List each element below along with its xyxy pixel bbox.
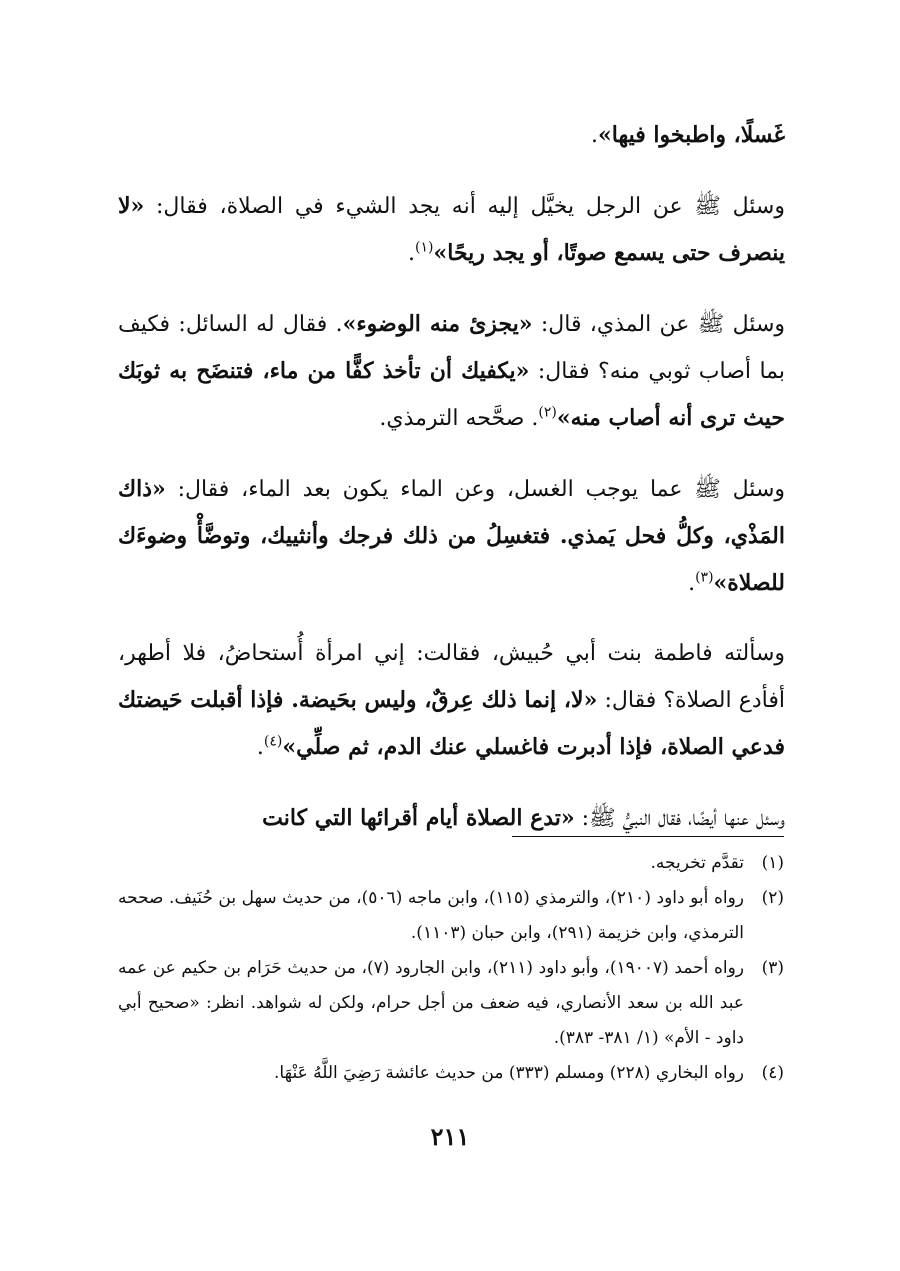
footnotes <box>118 846 784 1091</box>
text-run: وسألته فاطمة بنت أبي حُبيش، فقالت: إني امرأة أُستحاضُ، فلا أطهر، أفأدع الصلاة؟ فقال: <box>118 641 785 713</box>
footnote-ref[interactable]: (٤) <box>263 733 283 750</box>
footnote-text: رواه أبو داود (٢١٠)، والترمذي (١١٥)، وابن ماجه (٥٠٦)، من حديث سهل بن حُنَيف. صححه الترمذي، وابن خزيمة (٢٩١)، وابن حبان (١١٠٣). <box>118 888 744 943</box>
hadith-quote: «لا، إنما ذلك عِرقٌ، وليس بحَيضة. فإذا أقبلت حَيضتك فدعي الصلاة، فإذا أدبرت فاغسلي عنك الدم، ثم صلِّي» <box>118 687 785 760</box>
paragraph <box>118 112 785 159</box>
hadith-quote: «يكفيك أن تأخذ كفًّا من ماء، فتنضَح به ثوبَك حيث ترى أنه أصاب منه» <box>118 358 785 431</box>
text-run: وسئل ﷺ عن المذي، قال: <box>532 312 785 337</box>
footnote-text: رواه البخاري (٢٢٨) ومسلم (٣٣٣) من حديث عائشة رَضِيَ اللَّهُ عَنْهَا. <box>274 1063 744 1083</box>
footnote-text: رواه أحمد (١٩٠٠٧)، وأبو داود (٢١١)، وابن الجارود (٧)، من حديث حَرَام بن حكيم عن عمه عبد الله بن سعد الأنصاري، فيه ضعف من أجل حرام، ولكن له شواهد. انظر: «صحيح أبي داود - الأم» (١/ ٣٨١- ٣٨٣). <box>118 958 745 1048</box>
hadith-quote: «يجزئ منه الوضوء» <box>342 311 533 337</box>
text-run: . <box>256 735 264 760</box>
hadith-quote: غَسلًا، واطبخوا فيها» <box>598 122 785 148</box>
main-text <box>118 112 785 842</box>
text-run: . <box>408 241 416 266</box>
footnote <box>118 881 784 951</box>
hadith-quote: «ذاك المَذْي، وكلُّ فحل يَمذي. فتغسِلُ من ذلك فرجك وأنثييك، وتوضَّأْ وضوءَك للصلاة» <box>118 476 785 596</box>
footnote <box>118 1056 784 1091</box>
footnote-ref[interactable]: (٢) <box>538 404 557 421</box>
paragraph <box>118 183 785 277</box>
footnote-number: (٣) <box>761 958 784 978</box>
text-run: وسئل عنها أيضًا، فقال النبيُّ ﷺ: <box>574 806 785 831</box>
paragraph <box>118 466 785 607</box>
footnote-ref[interactable]: (١) <box>415 239 434 256</box>
paragraph <box>118 631 785 771</box>
page-number: ٢١١ <box>430 1122 470 1151</box>
footnote-ref[interactable]: (٣) <box>695 569 714 586</box>
footnote <box>118 951 784 1056</box>
paragraph <box>118 301 785 442</box>
footnote-separator <box>512 836 784 837</box>
text-run: وسئل ﷺ عما يوجب الغسل، وعن الماء يكون بعد الماء، فقال: <box>165 477 786 502</box>
footnote-text: تقدَّم تخريجه. <box>650 853 744 873</box>
footnote-number: (٤) <box>761 1063 784 1083</box>
text-run: . صحَّحه الترمذي. <box>379 406 539 431</box>
text-run: . <box>688 571 696 596</box>
hadith-quote: «تدع الصلاة أيام أقرائها التي كانت <box>262 805 575 831</box>
footnote-number: (٢) <box>761 888 784 908</box>
footnote-number: (١) <box>761 853 784 873</box>
hadith-quote: «لا ينصرف حتى يسمع صوتًا، أو يجد ريحًا» <box>118 193 785 266</box>
text-run: . <box>591 123 598 148</box>
footnote <box>118 846 784 881</box>
text-run: وسئل ﷺ عن الرجل يخيَّل إليه أنه يجد الشيء في الصلاة، فقال: <box>144 194 785 219</box>
text-run: . فقال له السائل: فكيف بما أصاب ثوبي منه؟ فقال: <box>118 312 785 384</box>
paragraph <box>118 795 785 842</box>
